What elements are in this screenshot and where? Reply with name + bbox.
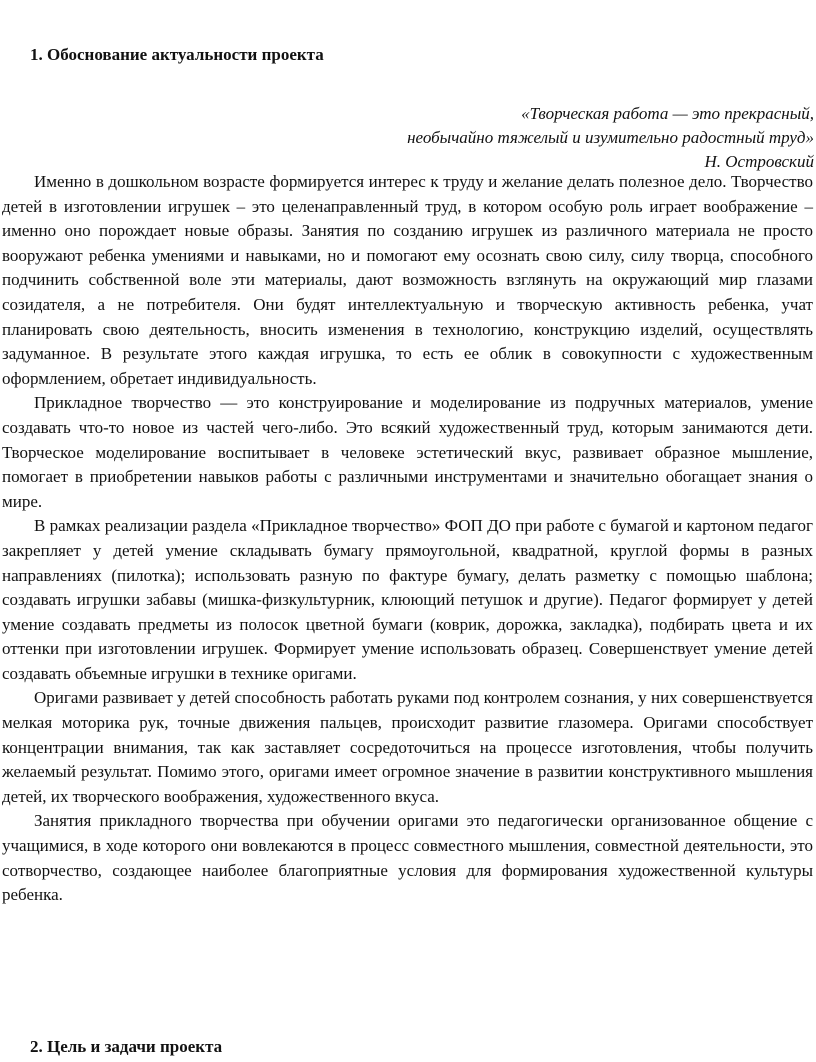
epigraph: [194, 102, 814, 174]
paragraph-applied-creativity: Прикладное творчество — это конструирование и моделирование из подручных материалов, умение создавать что-то новое из частей чего-либо. Это всякий художественный труд, которым занимаются дети. Творческое моделирование воспитывает в человеке эстетический вкус, развивает образное мышление, помогает в приобретении навыков работы с различными инструментами и значительно обогащает знания о мире.: [2, 393, 813, 511]
paragraph-origami-lessons: Занятия прикладного творчества при обучении оригами это педагогически организованное общение с учащимися, в ходе которого они вовлекаются в процесс совместного мышления, совместной деятельности, это сотворчество, создающее наиболее благоприятные условия для формирования художественной культуры ребенка.: [2, 811, 813, 905]
epigraph-quote-line-1: «Творческая работа — это прекрасный,: [521, 104, 814, 123]
body-text: [2, 170, 813, 908]
paragraph-preschool-interest: Именно в дошкольном возрасте формируется интерес к труду и желание делать полезное дело. Творчество детей в изготовлении игрушек – это целенаправленный труд, в котором особую роль играет воображение – именно оно порождает новые образы. Занятия по созданию игрушек из различного материала не просто вооружают ребенка умениями и навыками, но и помогают ему осознать свою силу, силу творца, способного подчинить собственной воле эти материалы, дают возможность взглянуть на окружающий мир глазами созидателя, а не потребителя. Они будят интеллектуальную и творческую активность ребенка, учат планировать свою деятельность, вносить изменения в технологию, конструкцию изделий, осуществлять задуманное. В результате этого каждая игрушка, то есть ее облик в совокупности с художественным оформлением, обретает индивидуальность.: [2, 172, 813, 388]
section-heading-goals: 2. Цель и задачи проекта: [30, 1037, 223, 1056]
paragraph-origami-development: Оригами развивает у детей способность работать руками под контролем сознания, у них совершенствуется мелкая моторика рук, точные движения пальцев, происходит развитие глазомера. Оригами способствует концентрации внимания, так как заставляет сосредоточиться на процессе изготовления, чтобы получить желаемый результат. Помимо этого, оригами имеет огромное значение в развитии конструктивного мышления детей, их творческого воображения, художественного вкуса.: [2, 688, 813, 806]
epigraph-author: Н. Островский: [704, 152, 814, 171]
section-heading-relevance: 1. Обоснование актуальности проекта: [30, 45, 324, 64]
paragraph-fop-do-section: В рамках реализации раздела «Прикладное творчество» ФОП ДО при работе с бумагой и картоном педагог закрепляет у детей умение складывать бумагу прямоугольной, квадратной, круглой формы в разных направлениях (пилотка); использовать разную по фактуре бумагу, делать разметку с помощью шаблона; создавать игрушки забавы (мишка-физкультурник, клюющий петушок и другие). Педагог формирует у детей умение создавать предметы из полосок цветной бумаги (коврик, дорожка, закладка), подбирать цвета и их оттенки при изготовлении игрушек. Формирует умение использовать образец. Совершенствует умение детей создавать объемные игрушки в технике оригами.: [2, 516, 813, 683]
epigraph-quote-line-2: необычайно тяжелый и изумительно радостный труд»: [407, 128, 814, 147]
